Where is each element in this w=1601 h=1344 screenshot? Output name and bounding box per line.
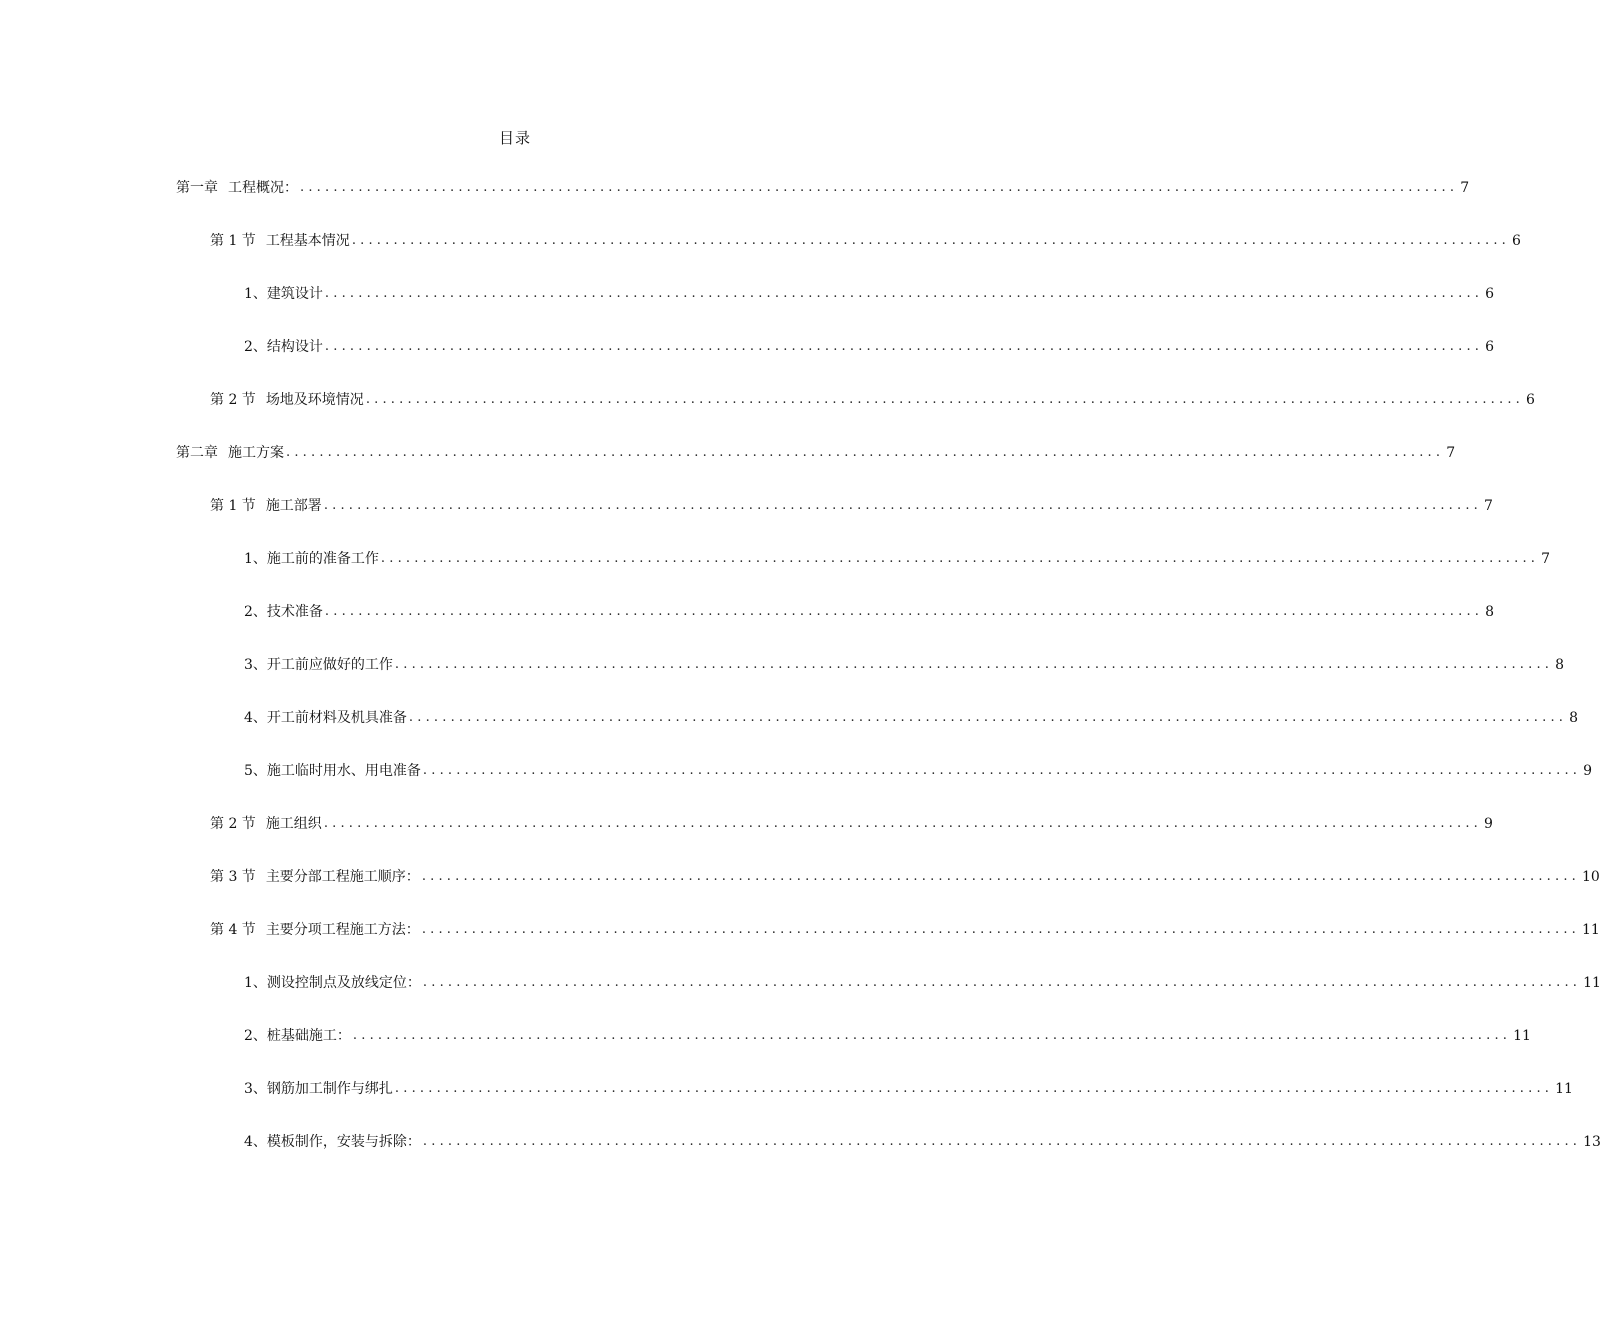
toc-entry[interactable] — [244, 600, 1495, 624]
toc-entry[interactable] — [176, 441, 1456, 465]
toc-entry-number: 3、 — [244, 657, 267, 673]
toc-entry-label: 工程概况： — [228, 180, 298, 196]
toc-dot-leader: ........................................................................................................................................... — [323, 498, 1483, 513]
toc-dot-leader: ........................................................................................................................................... — [421, 922, 1581, 937]
toc-dot-leader: ........................................................................................................................................... — [365, 392, 1525, 407]
toc-entry[interactable] — [210, 229, 1521, 253]
toc-entry-number: 1、 — [244, 286, 267, 302]
toc-entry-number: 第 2 节 — [210, 392, 256, 408]
toc-title: 目录 — [498, 129, 531, 147]
toc-entry-label: 建筑设计 — [266, 286, 323, 302]
toc-dot-leader: ........................................................................................................................................... — [324, 286, 1484, 301]
toc-entry-number: 第 2 节 — [210, 816, 256, 832]
toc-entry[interactable] — [244, 759, 1593, 783]
toc-entry-number: 2、 — [244, 339, 267, 355]
toc-entry-label: 技术准备 — [266, 604, 323, 620]
toc-entry-number: 1、 — [244, 975, 267, 991]
toc-entry-page: 6 — [1526, 392, 1535, 408]
toc-entry-page: 6 — [1485, 339, 1495, 355]
toc-entry-number: 1、 — [244, 551, 267, 567]
toc-entry[interactable] — [210, 865, 1600, 889]
toc-dot-leader: ........................................................................................................................................... — [351, 233, 1511, 248]
toc-entry-page: 8 — [1485, 604, 1495, 620]
toc-entry-page: 11 — [1555, 1081, 1573, 1097]
toc-entry[interactable] — [244, 1077, 1573, 1101]
toc-entry[interactable] — [244, 282, 1495, 306]
toc-dot-leader: ........................................................................................................................................... — [421, 869, 1581, 884]
toc-entry-label: 施工组织 — [265, 816, 322, 832]
toc-entry-label: 开工前应做好的工作 — [266, 657, 393, 673]
toc-entry-page: 13 — [1583, 1134, 1601, 1150]
toc-entry-page: 11 — [1513, 1028, 1531, 1044]
toc-dot-leader: ........................................................................................................................................... — [394, 657, 1554, 672]
toc-entry-number: 第 3 节 — [210, 869, 256, 885]
toc-dot-leader: ........................................................................................................................................... — [422, 975, 1582, 990]
toc-dot-leader: ........................................................................................................................................... — [323, 816, 1483, 831]
toc-dot-leader: ........................................................................................................................................... — [300, 180, 1459, 195]
toc-dot-leader: ........................................................................................................................................... — [422, 763, 1582, 778]
toc-dot-leader: ........................................................................................................................................... — [394, 1081, 1554, 1096]
toc-entry-page: 7 — [1446, 445, 1456, 461]
toc-entry-page: 10 — [1582, 869, 1600, 885]
toc-entry[interactable] — [244, 1130, 1601, 1154]
toc-entry-number: 第二章 — [176, 445, 218, 461]
toc-entry-number: 第一章 — [176, 180, 218, 196]
toc-dot-leader: ........................................................................................................................................... — [286, 445, 1445, 460]
toc-entry-label: 测设控制点及放线定位： — [266, 975, 421, 991]
toc-entry[interactable] — [210, 388, 1535, 412]
toc-entry-label: 场地及环境情况 — [265, 392, 364, 408]
toc-entry[interactable] — [244, 653, 1565, 677]
toc-entry-page: 9 — [1484, 816, 1493, 832]
toc-entry-number: 5、 — [244, 763, 267, 779]
toc-entry-label: 施工方案 — [228, 445, 284, 461]
toc-entry-page: 7 — [1460, 180, 1470, 196]
toc-entry-page: 9 — [1583, 763, 1593, 779]
toc-entry-page: 6 — [1485, 286, 1495, 302]
toc-dot-leader: ........................................................................................................................................... — [324, 604, 1484, 619]
toc-entry-page: 7 — [1484, 498, 1493, 514]
toc-entry-label: 主要分部工程施工顺序： — [265, 869, 420, 885]
toc-entry-label: 模板制作，安装与拆除： — [266, 1134, 421, 1150]
toc-entry-page: 8 — [1555, 657, 1565, 673]
toc-entry-label: 开工前材料及机具准备 — [266, 710, 407, 726]
toc-dot-leader: ........................................................................................................................................... — [324, 339, 1484, 354]
toc-entry-number: 第 1 节 — [210, 498, 256, 514]
toc-entry[interactable] — [244, 547, 1551, 571]
toc-entry-number: 2、 — [244, 604, 267, 620]
toc-entry-number: 2、 — [244, 1028, 267, 1044]
toc-entry[interactable] — [244, 335, 1495, 359]
toc-entry[interactable] — [210, 918, 1600, 942]
toc-entry-label: 施工前的准备工作 — [266, 551, 379, 567]
toc-entry-label: 结构设计 — [266, 339, 323, 355]
toc-dot-leader: ........................................................................................................................................... — [380, 551, 1540, 566]
toc-entry[interactable] — [176, 176, 1470, 200]
toc-entry[interactable] — [210, 494, 1493, 518]
toc-entry-page: 11 — [1583, 975, 1601, 991]
toc-entry-label: 主要分项工程施工方法： — [265, 922, 420, 938]
toc-entry[interactable] — [210, 812, 1493, 836]
toc-entry[interactable] — [244, 971, 1601, 995]
toc-entry-page: 11 — [1582, 922, 1600, 938]
toc-entry-label: 桩基础施工： — [266, 1028, 351, 1044]
toc-dot-leader: ........................................................................................................................................... — [422, 1134, 1582, 1149]
toc-entry-number: 第 4 节 — [210, 922, 256, 938]
toc-entry-label: 钢筋加工制作与绑扎 — [266, 1081, 393, 1097]
toc-entry-page: 7 — [1541, 551, 1551, 567]
toc-entry-page: 8 — [1569, 710, 1579, 726]
toc-dot-leader: ........................................................................................................................................... — [408, 710, 1568, 725]
toc-entry-label: 工程基本情况 — [265, 233, 350, 249]
toc-entry-label: 施工部署 — [265, 498, 322, 514]
toc-entry-number: 4、 — [244, 710, 267, 726]
toc-entry[interactable] — [244, 1024, 1531, 1048]
toc-entry-number: 4、 — [244, 1134, 267, 1150]
toc-dot-leader: ........................................................................................................................................... — [352, 1028, 1512, 1043]
toc-entry-page: 6 — [1512, 233, 1521, 249]
toc-entry[interactable] — [244, 706, 1579, 730]
toc-entry-number: 第 1 节 — [210, 233, 256, 249]
toc-entry-label: 施工临时用水、用电准备 — [266, 763, 421, 779]
toc-entry-number: 3、 — [244, 1081, 267, 1097]
